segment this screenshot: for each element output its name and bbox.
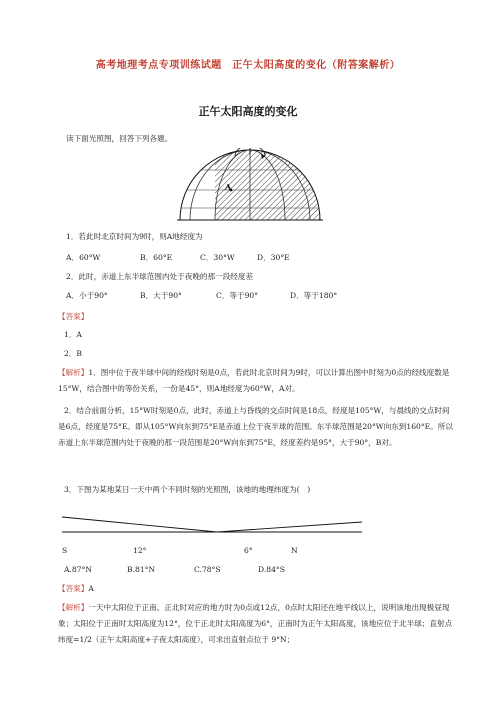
q2-option-c: C．等于90° <box>216 291 259 300</box>
q3-option-d: D.84°S <box>258 565 285 574</box>
question-3: 3．下图为某地某日一天中两个不同时刻的光照图，该地的地理纬度为( ) <box>64 485 311 494</box>
analysis-1-text: 1．图中位于夜半球中间的经线时刻是0点，若此时北京时间为9时，可以计算出图中时刻为0点的经线度数是15°W，结合图中的等份关系，一份是45°，则A地经度为60°W，A对。 <box>58 368 450 393</box>
q1-option-b: B．60°E <box>140 253 173 262</box>
analysis-3-label: 【解析】 <box>58 603 89 612</box>
answer-3-value: A <box>88 584 94 593</box>
q2-option-b: B．大于90° <box>140 291 182 300</box>
midnight-sun-ray <box>217 522 362 532</box>
answer-2: 2．B <box>64 349 83 358</box>
q1-option-c: C．30°W <box>200 253 235 262</box>
angle-6-label: 6° <box>244 546 253 555</box>
section-title: 正午太阳高度的变化 <box>198 105 298 118</box>
illumination-figure <box>175 148 325 224</box>
answer-3-line <box>58 584 94 594</box>
q1-option-d: D．30°E <box>257 253 290 262</box>
q2-option-d: D．等于180° <box>290 291 338 300</box>
direction-north-label: N <box>291 546 298 555</box>
q3-option-b: B.81°N <box>127 565 156 574</box>
q2-option-a: A．小于90° <box>66 291 108 300</box>
answer-label: 【答案】 <box>58 312 89 321</box>
q3-option-a: A.87°N <box>64 565 93 574</box>
intro-text: 读下面光照图，回答下列各题。 <box>66 134 173 143</box>
q3-option-c: C.78°S <box>194 565 221 574</box>
answer-1: 1．A <box>64 330 82 339</box>
analysis-3-text: 一天中太阳位于正南、正北时对应的地方时为0点或12点，0点时太阳还在地平线以上，说明该地出现极昼现象；太阳位于正南时太阳高度为12°，位于正北时太阳高度为6°，正南时为正午太阳高度，该地应位于北半球；直射点纬度=1/2（正午太阳高度+子夜太阳高度），可求出直射点位于 9°N； <box>58 603 453 644</box>
analysis-paragraph-2 <box>58 403 453 451</box>
night-hemisphere-shading <box>215 148 325 220</box>
analysis-paragraph-1 <box>58 365 453 397</box>
answer-3-label: 【答案】 <box>58 584 89 593</box>
analysis-label: 【解析】 <box>58 368 89 377</box>
question-2: 2．此时，赤道上东半球范围内处于夜晚的那一段经度差 <box>66 272 254 281</box>
question-1: 1．若此时北京时间为9时，则A地经度为 <box>66 232 203 241</box>
noon-sun-ray <box>62 517 217 532</box>
horizon-figure <box>62 512 362 536</box>
direction-south-label: S <box>62 546 68 555</box>
analysis-2-text: 2．结合前面分析，15°W时刻是0点，此时，赤道上与昏线的交点时间是18点，经度是105°W，与晨线的交点时间是6点，经度是75°E。即从105°W向东到75°E是赤道上位于夜半球的范围。东半球范围是20°W向东到160°E。所以赤道上东半球范围内处于夜晚的那一段范围是20°W向东到75°E，经度差约是95°，大于90°，B对。 <box>58 406 453 447</box>
angle-12-label: 12° <box>133 546 147 555</box>
point-a-label: A <box>225 182 232 192</box>
analysis-paragraph-3 <box>58 600 453 648</box>
q1-option-a: A．60°W <box>66 253 101 262</box>
document-title: 高考地理考点专项训练试题 正午太阳高度的变化（附答案解析） <box>95 60 401 71</box>
